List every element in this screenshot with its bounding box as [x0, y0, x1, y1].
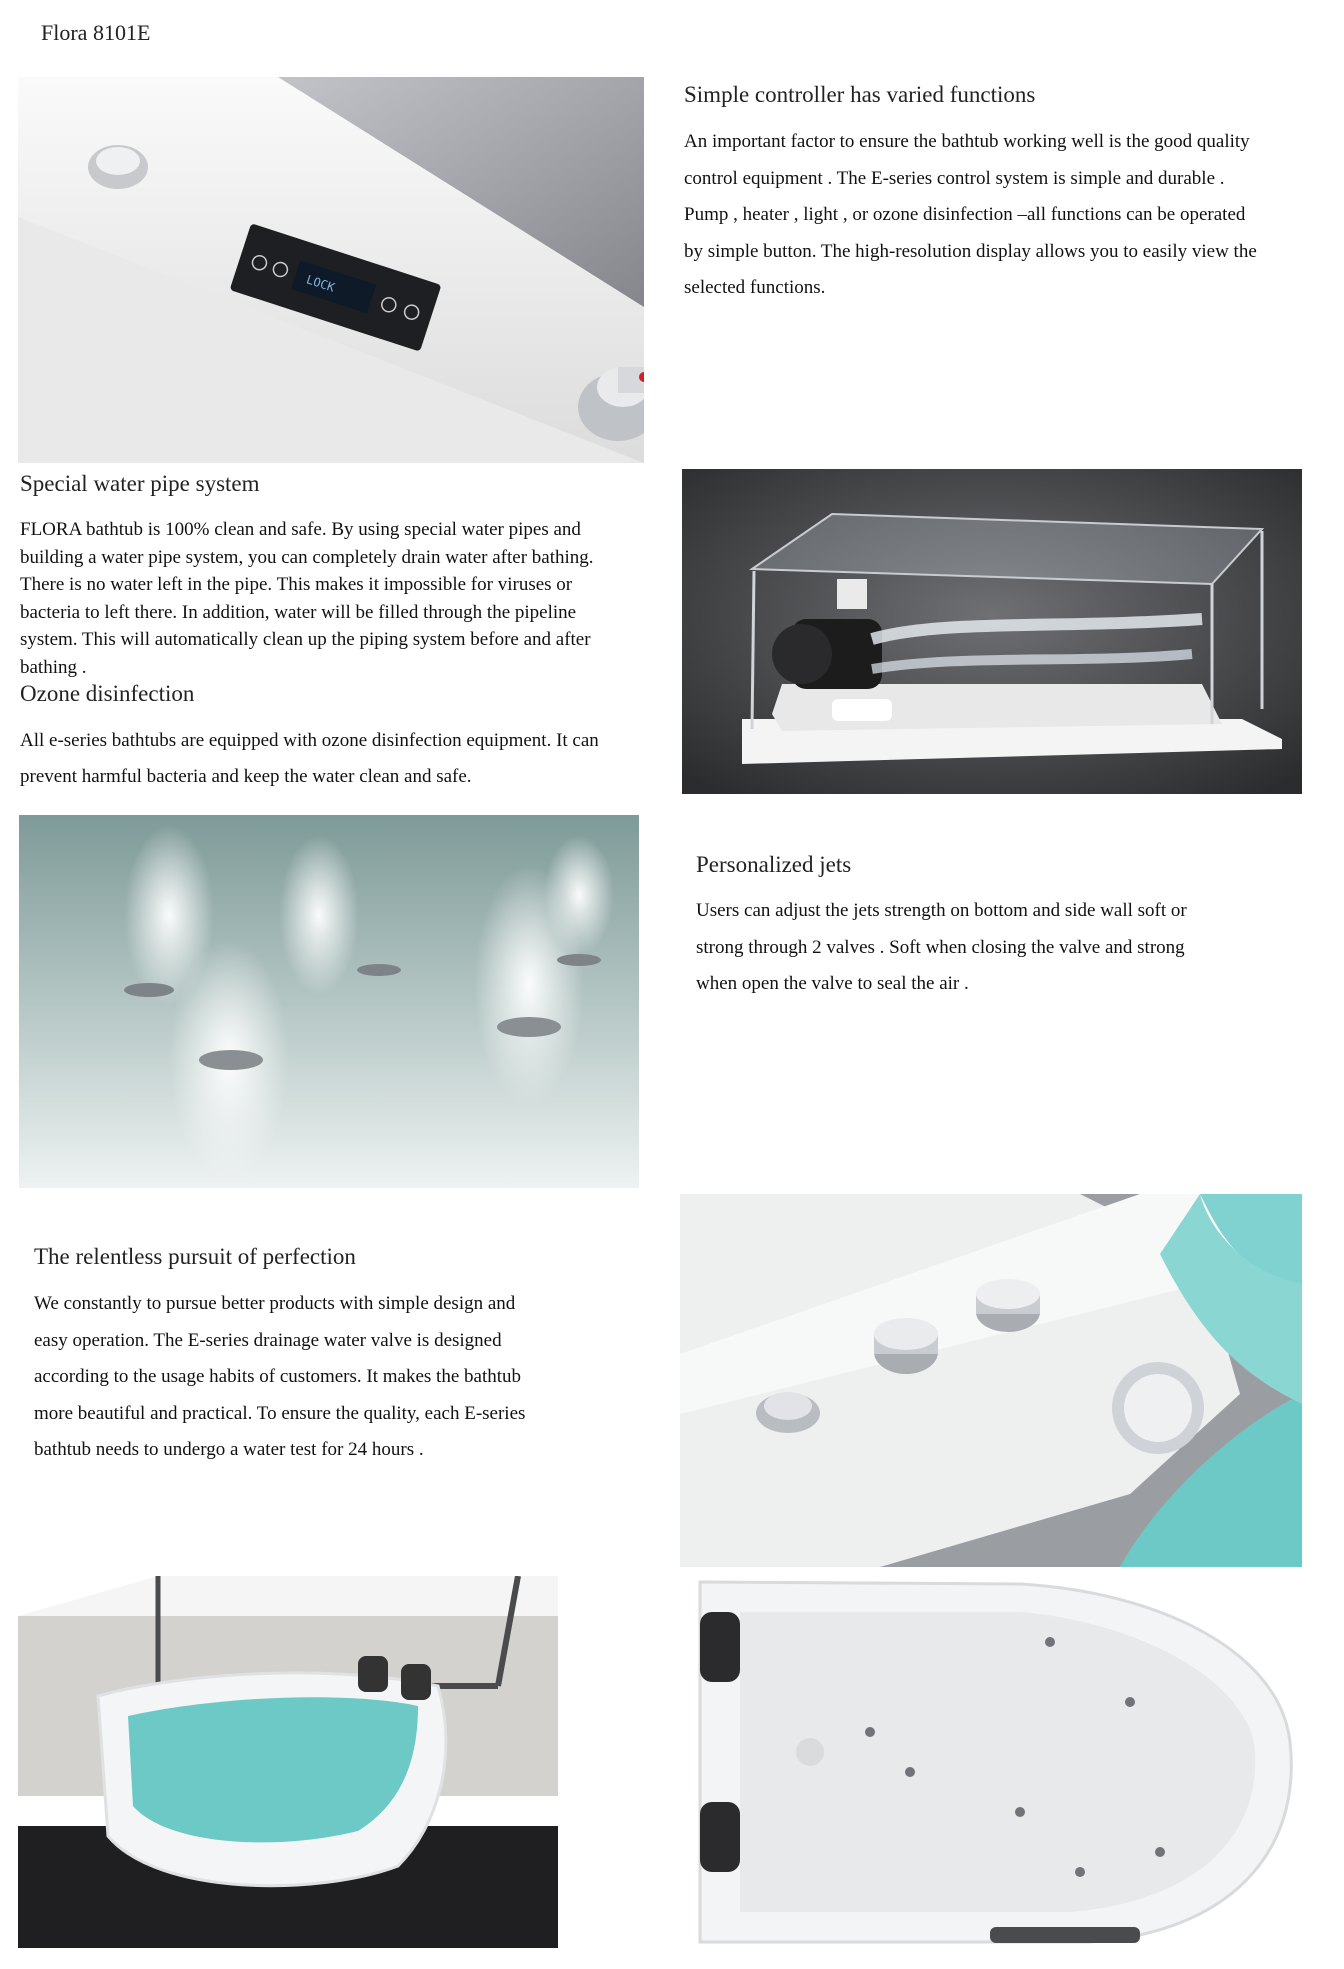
controller-panel-photo [18, 77, 644, 463]
text-line: bathing . [20, 656, 87, 678]
text-line: bathtub needs to undergo a water test for 24 hours . [34, 1439, 424, 1460]
text-line: according to the usage habits of customers. It makes the bathtub [34, 1366, 522, 1387]
text-line: bacteria to left there. In addition, water will be filled through the pipeline [20, 601, 577, 623]
perfection-description [34, 1286, 654, 1469]
perfection-heading: The relentless pursuit of perfection [34, 1244, 356, 1269]
text-line: We constantly to pursue better products with simple design and [34, 1293, 516, 1314]
corner-tub-photo [18, 1576, 558, 1948]
text-line: prevent harmful bacteria and keep the water clean and safe. [20, 766, 472, 787]
text-line: easy operation. The E-series drainage water valve is designed [34, 1329, 502, 1351]
text-line: All e-series bathtubs are equipped with ozone disinfection equipment. It can [20, 730, 599, 751]
controller-display-text: LOCK [304, 272, 337, 295]
controller-description [684, 124, 1324, 307]
air-jets-photo [19, 815, 639, 1188]
text-line: control equipment . The E-series control system is simple and durable . [684, 167, 1225, 189]
pipe-description [20, 516, 680, 681]
text-line: by simple button. The high-resolution display allows you to easily view the [684, 240, 1257, 262]
text-line: when open the valve to seal the air . [696, 973, 969, 994]
drain-valve-photo [680, 1194, 1302, 1567]
controller-heading: Simple controller has varied functions [684, 82, 1036, 107]
page-title: Flora 8101E [41, 20, 151, 45]
text-line: Users can adjust the jets strength on bottom and side wall soft or [696, 900, 1187, 921]
text-line: An important factor to ensure the bathtub working well is the good quality [684, 131, 1250, 152]
pipe-heading: Special water pipe system [20, 471, 260, 496]
text-line: strong through 2 valves . Soft when closing the valve and strong [696, 936, 1185, 958]
text-line: more beautiful and practical. To ensure the quality, each E-series [34, 1402, 526, 1424]
text-line: system. This will automatically clean up the piping system before and after [20, 629, 591, 650]
text-line: Pump , heater , light , or ozone disinfection –all functions can be operated [684, 204, 1246, 225]
text-line: FLORA bathtub is 100% clean and safe. By using special water pipes and [20, 519, 581, 540]
jets-heading: Personalized jets [696, 852, 852, 877]
text-line: building a water pipe system, you can completely drain water after bathing. [20, 546, 594, 568]
ozone-description [20, 723, 680, 795]
tub-top-view-photo [690, 1572, 1302, 1948]
text-line: selected functions. [684, 277, 826, 298]
pipe-system-photo [682, 469, 1302, 794]
text-line: There is no water left in the pipe. This makes it impossible for viruses or [20, 574, 573, 595]
jets-description [696, 893, 1316, 1003]
ozone-heading: Ozone disinfection [20, 681, 195, 706]
